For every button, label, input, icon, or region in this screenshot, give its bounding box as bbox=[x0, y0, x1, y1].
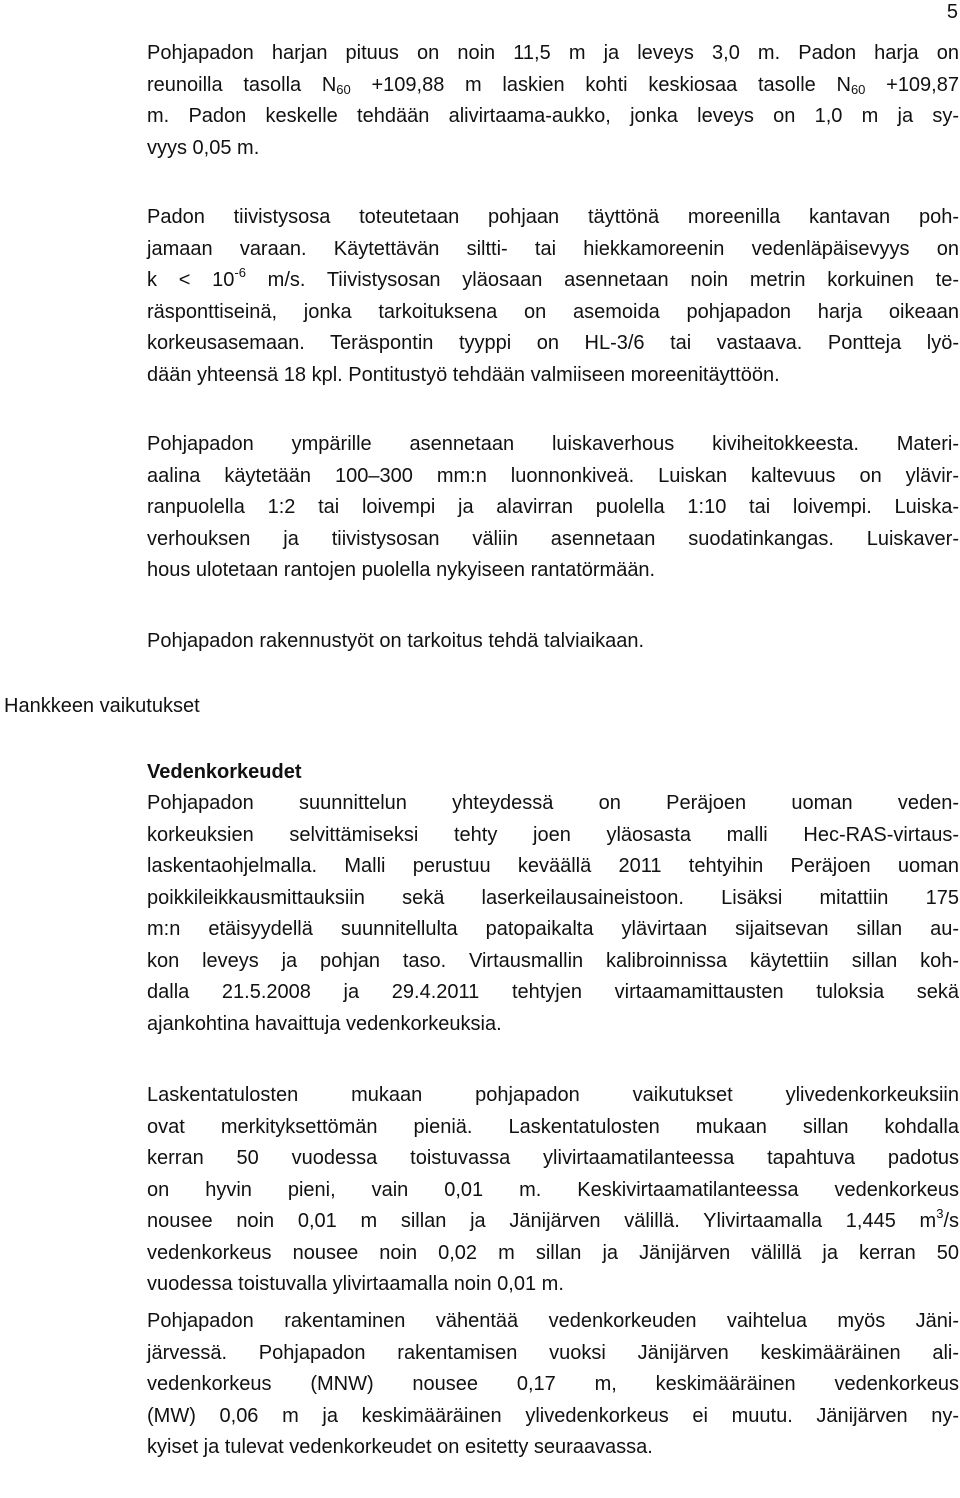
text-line: vedenkorkeus nousee noin 0,02 m sillan ja Jänijärven välillä ja kerran 50 bbox=[147, 1241, 959, 1264]
text-line: ovat merkityksettömän pieniä. Laskentatulosten mukaan sillan kohdalla bbox=[147, 1115, 959, 1138]
subscript: 60 bbox=[336, 81, 351, 97]
text-line: kyiset ja tulevat vedenkorkeudet on esitetty seuraavassa. bbox=[147, 1436, 653, 1458]
text-line: dalla 21.5.2008 ja 29.4.2011 tehtyjen virtaamamittausten tuloksia sekä bbox=[147, 981, 959, 1003]
text-line: m. Padon keskelle tehdään alivirtaama-aukko, jonka leveys on 1,0 m ja sy- bbox=[147, 105, 959, 127]
text-line: vyys 0,05 m. bbox=[147, 136, 260, 159]
text-line: reunoilla tasolla $N_{60} +109,88$ m laskien kohti keskiosaa tasolle $N_{60} +109,87$ bbox=[147, 73, 959, 97]
paragraph-lake-water-levels bbox=[147, 1306, 959, 1464]
text-line: laskentaohjelmalla. Malli perustuu keväällä 2011 tehtyihin Peräjoen uoman bbox=[147, 855, 959, 877]
paragraph-slope-protection bbox=[147, 429, 959, 587]
text-line: m:n etäisyydellä suunnitellulta patopaikalta ylävirtaan sijaitsevan sillan au- bbox=[147, 918, 959, 940]
text-line: dään yhteensä 18 kpl. Pontitustyö tehdään valmiiseen moreenitäyttöön. bbox=[147, 363, 780, 386]
text-line: $k < 10^{-6}$ m/s. Tiivistysosan yläosaan asennetaan noin metrin korkuinen te- bbox=[147, 265, 959, 291]
paragraph-sealing-section bbox=[147, 202, 959, 391]
text-line: hous ulotetaan rantojen puolella nykyiseen rantatörmään. bbox=[147, 559, 656, 581]
text-line: korkeuksien selvittämiseksi tehty joen yläosasta malli Hec-RAS-virtaus- bbox=[147, 823, 959, 846]
text-line: vuodessa toistuvalla ylivirtaamalla noin 0,01 m. bbox=[147, 1273, 564, 1295]
text-line: on hyvin pieni, vain 0,01 m. Keskivirtaamatilanteessa vedenkorkeus bbox=[147, 1178, 959, 1201]
text-line: poikkileikkausmittauksiin sekä laserkeilausaineistoon. Lisäksi mitattiin 175 bbox=[147, 886, 959, 909]
text-line: Pohjapadon ympärille asennetaan luiskaverhous kiviheitokkeesta. Materi- bbox=[147, 433, 959, 455]
paragraph-dam-dimensions bbox=[147, 38, 959, 164]
text-line: Padon tiivistysosa toteutetaan pohjaan täyttönä moreenilla kantavan poh- bbox=[147, 206, 959, 228]
text-line: kon leveys ja pohjan taso. Virtausmallin kalibroinnissa käytettiin sillan koh- bbox=[147, 949, 959, 972]
text-line: Pohjapadon rakennustyöt on tarkoitus tehdä talviaikaan. bbox=[147, 630, 645, 652]
subscript: 60 bbox=[850, 81, 866, 97]
text-line: Pohjapadon rakentaminen vähentää vedenkorkeuden vaihtelua myös Jäni- bbox=[147, 1310, 959, 1332]
paragraph-calculation-results bbox=[147, 1080, 959, 1301]
text-line: korkeusasemaan. Teräspontin tyyppi on HL-3/6 tai vastaava. Pontteja lyö- bbox=[147, 332, 959, 354]
paragraph-construction-time bbox=[147, 626, 959, 658]
text-line: nousee noin 0,01 m sillan ja Jänijärven välillä. Ylivirtaamalla 1,445 $m^3/s$ bbox=[147, 1206, 959, 1232]
text-line: Pohjapadon harjan pituus on noin 11,5 m ja leveys 3,0 m. Padon harja on bbox=[147, 42, 959, 64]
superscript: 3 bbox=[936, 1206, 944, 1221]
side-heading-hankkeen-vaikutukset: Hankkeen vaikutukset bbox=[4, 695, 200, 717]
text-line: Pohjapadon suunnittelun yhteydessä on Peräjoen uoman veden- bbox=[147, 792, 959, 814]
section-heading-vedenkorkeudet: Vedenkorkeudet bbox=[147, 761, 302, 783]
page-number: 5 bbox=[946, 1, 958, 23]
text-line: ajankohtina havaittuja vedenkorkeuksia. bbox=[147, 1012, 502, 1035]
text-line: aalina käytetään 100–300 mm:n luonnonkiveä. Luiskan kaltevuus on ylävir- bbox=[147, 464, 959, 487]
paragraph-hydraulic-model bbox=[147, 788, 959, 1040]
text-line: ranpuolella 1:2 tai loivempi ja alavirran puolella 1:10 tai loivempi. Luiska- bbox=[147, 496, 959, 518]
text-line: verhouksen ja tiivistysosan väliin asennetaan suodatinkangas. Luiskaver- bbox=[147, 527, 959, 550]
text-line: kerran 50 vuodessa toistuvassa ylivirtaamatilanteessa tapahtuva padotus bbox=[147, 1147, 959, 1169]
superscript: -6 bbox=[234, 265, 246, 280]
text-line: vedenkorkeus (MNW) nousee 0,17 m, keskimääräinen vedenkorkeus bbox=[147, 1373, 959, 1395]
text-line: jamaan varaan. Käytettävän siltti- tai hiekkamoreenin vedenläpäisevyys on bbox=[147, 237, 959, 260]
text-line: Laskentatulosten mukaan pohjapadon vaikutukset ylivedenkorkeuksiin bbox=[147, 1084, 959, 1106]
text-line: (MW) 0,06 m ja keskimääräinen ylivedenkorkeus ei muutu. Jänijärven ny- bbox=[147, 1404, 959, 1427]
text-line: järvessä. Pohjapadon rakentamisen vuoksi Jänijärven keskimääräinen ali- bbox=[147, 1341, 959, 1364]
text-line: räsponttiseinä, jonka tarkoituksena on asemoida pohjapadon harja oikeaan bbox=[147, 300, 959, 323]
